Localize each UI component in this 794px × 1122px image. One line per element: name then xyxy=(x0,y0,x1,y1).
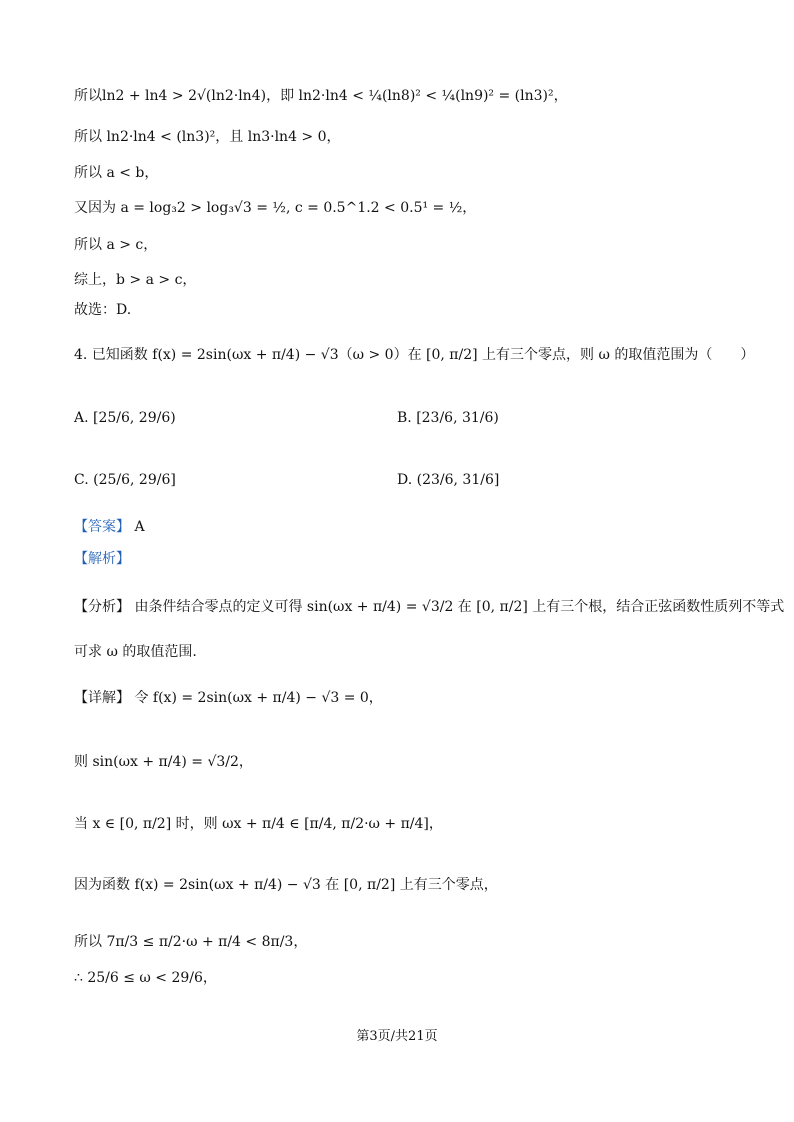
detail-line-1: 令 f(x) = 2sin(ωx + π/4) − √3 = 0， xyxy=(134,690,383,706)
detail-line-2: 则 sin(ωx + π/4) = √3/2， xyxy=(74,754,253,770)
answer-row xyxy=(74,517,145,537)
option-a: A. [25/6, 29/6) xyxy=(74,410,176,426)
fenxi-tag: 【分析】 xyxy=(74,599,130,615)
question-stem: 已知函数 f(x) = 2sin(ωx + π/4) − √3（ω > 0）在 [0, π/2] 上有三个零点，则 ω 的取值范围为（ ） xyxy=(91,347,755,363)
option-b: B. [23/6, 31/6) xyxy=(397,410,499,426)
detail-line-3: 当 x ∈ [0, π/2] 时，则 ωx + π/4 ∈ [π/4, π/2·ω + π/4]， xyxy=(74,816,443,832)
solution-line-1: 所以ln2 + ln4 > 2√(ln2·ln4)，即 ln2·ln4 < ¼(ln8)² < ¼(ln9)² = (ln3)²， xyxy=(74,88,568,104)
detail-row-1 xyxy=(74,688,383,708)
option-c: C. (25/6, 29/6] xyxy=(74,472,176,488)
option-d: D. (23/6, 31/6] xyxy=(397,472,500,488)
question-number: 4. xyxy=(74,347,88,363)
solution-line-3: 所以 a < b， xyxy=(74,165,159,181)
detail-line-5: 所以 7π/3 ≤ π/2·ω + π/4 < 8π/3， xyxy=(74,934,308,950)
solution-line-2: 所以 ln2·ln4 < (ln3)²，且 ln3·ln4 > 0， xyxy=(74,129,341,145)
solution-line-7: 故选：D. xyxy=(74,302,132,318)
solution-line-4: 又因为 a = log₃2 > log₃√3 = ½, c = 0.5^1.2 < 0.5¹ = ½， xyxy=(74,200,477,216)
analysis-tag: 【解析】 xyxy=(74,551,130,567)
answer-tag: 【答案】 xyxy=(74,519,130,535)
page-footer: 第3页/共21页 xyxy=(356,1029,438,1044)
question-stem-row xyxy=(74,345,754,365)
fenxi-text-2: 可求 ω 的取值范围. xyxy=(74,644,197,660)
detail-line-4: 因为函数 f(x) = 2sin(ωx + π/4) − √3 在 [0, π/2] 上有三个零点， xyxy=(74,877,498,893)
fenxi-row xyxy=(74,597,784,617)
detail-tag: 【详解】 xyxy=(74,690,130,706)
fenxi-text-1: 由条件结合零点的定义可得 sin(ωx + π/4) = √3/2 在 [0, π/2] 上有三个根，结合正弦函数性质列不等式 xyxy=(134,599,785,615)
detail-line-6: ∴ 25/6 ≤ ω < 29/6， xyxy=(74,970,217,986)
solution-line-6: 综上，b > a > c， xyxy=(74,272,197,288)
solution-line-5: 所以 a > c， xyxy=(74,237,158,253)
answer-value: A xyxy=(134,519,145,535)
